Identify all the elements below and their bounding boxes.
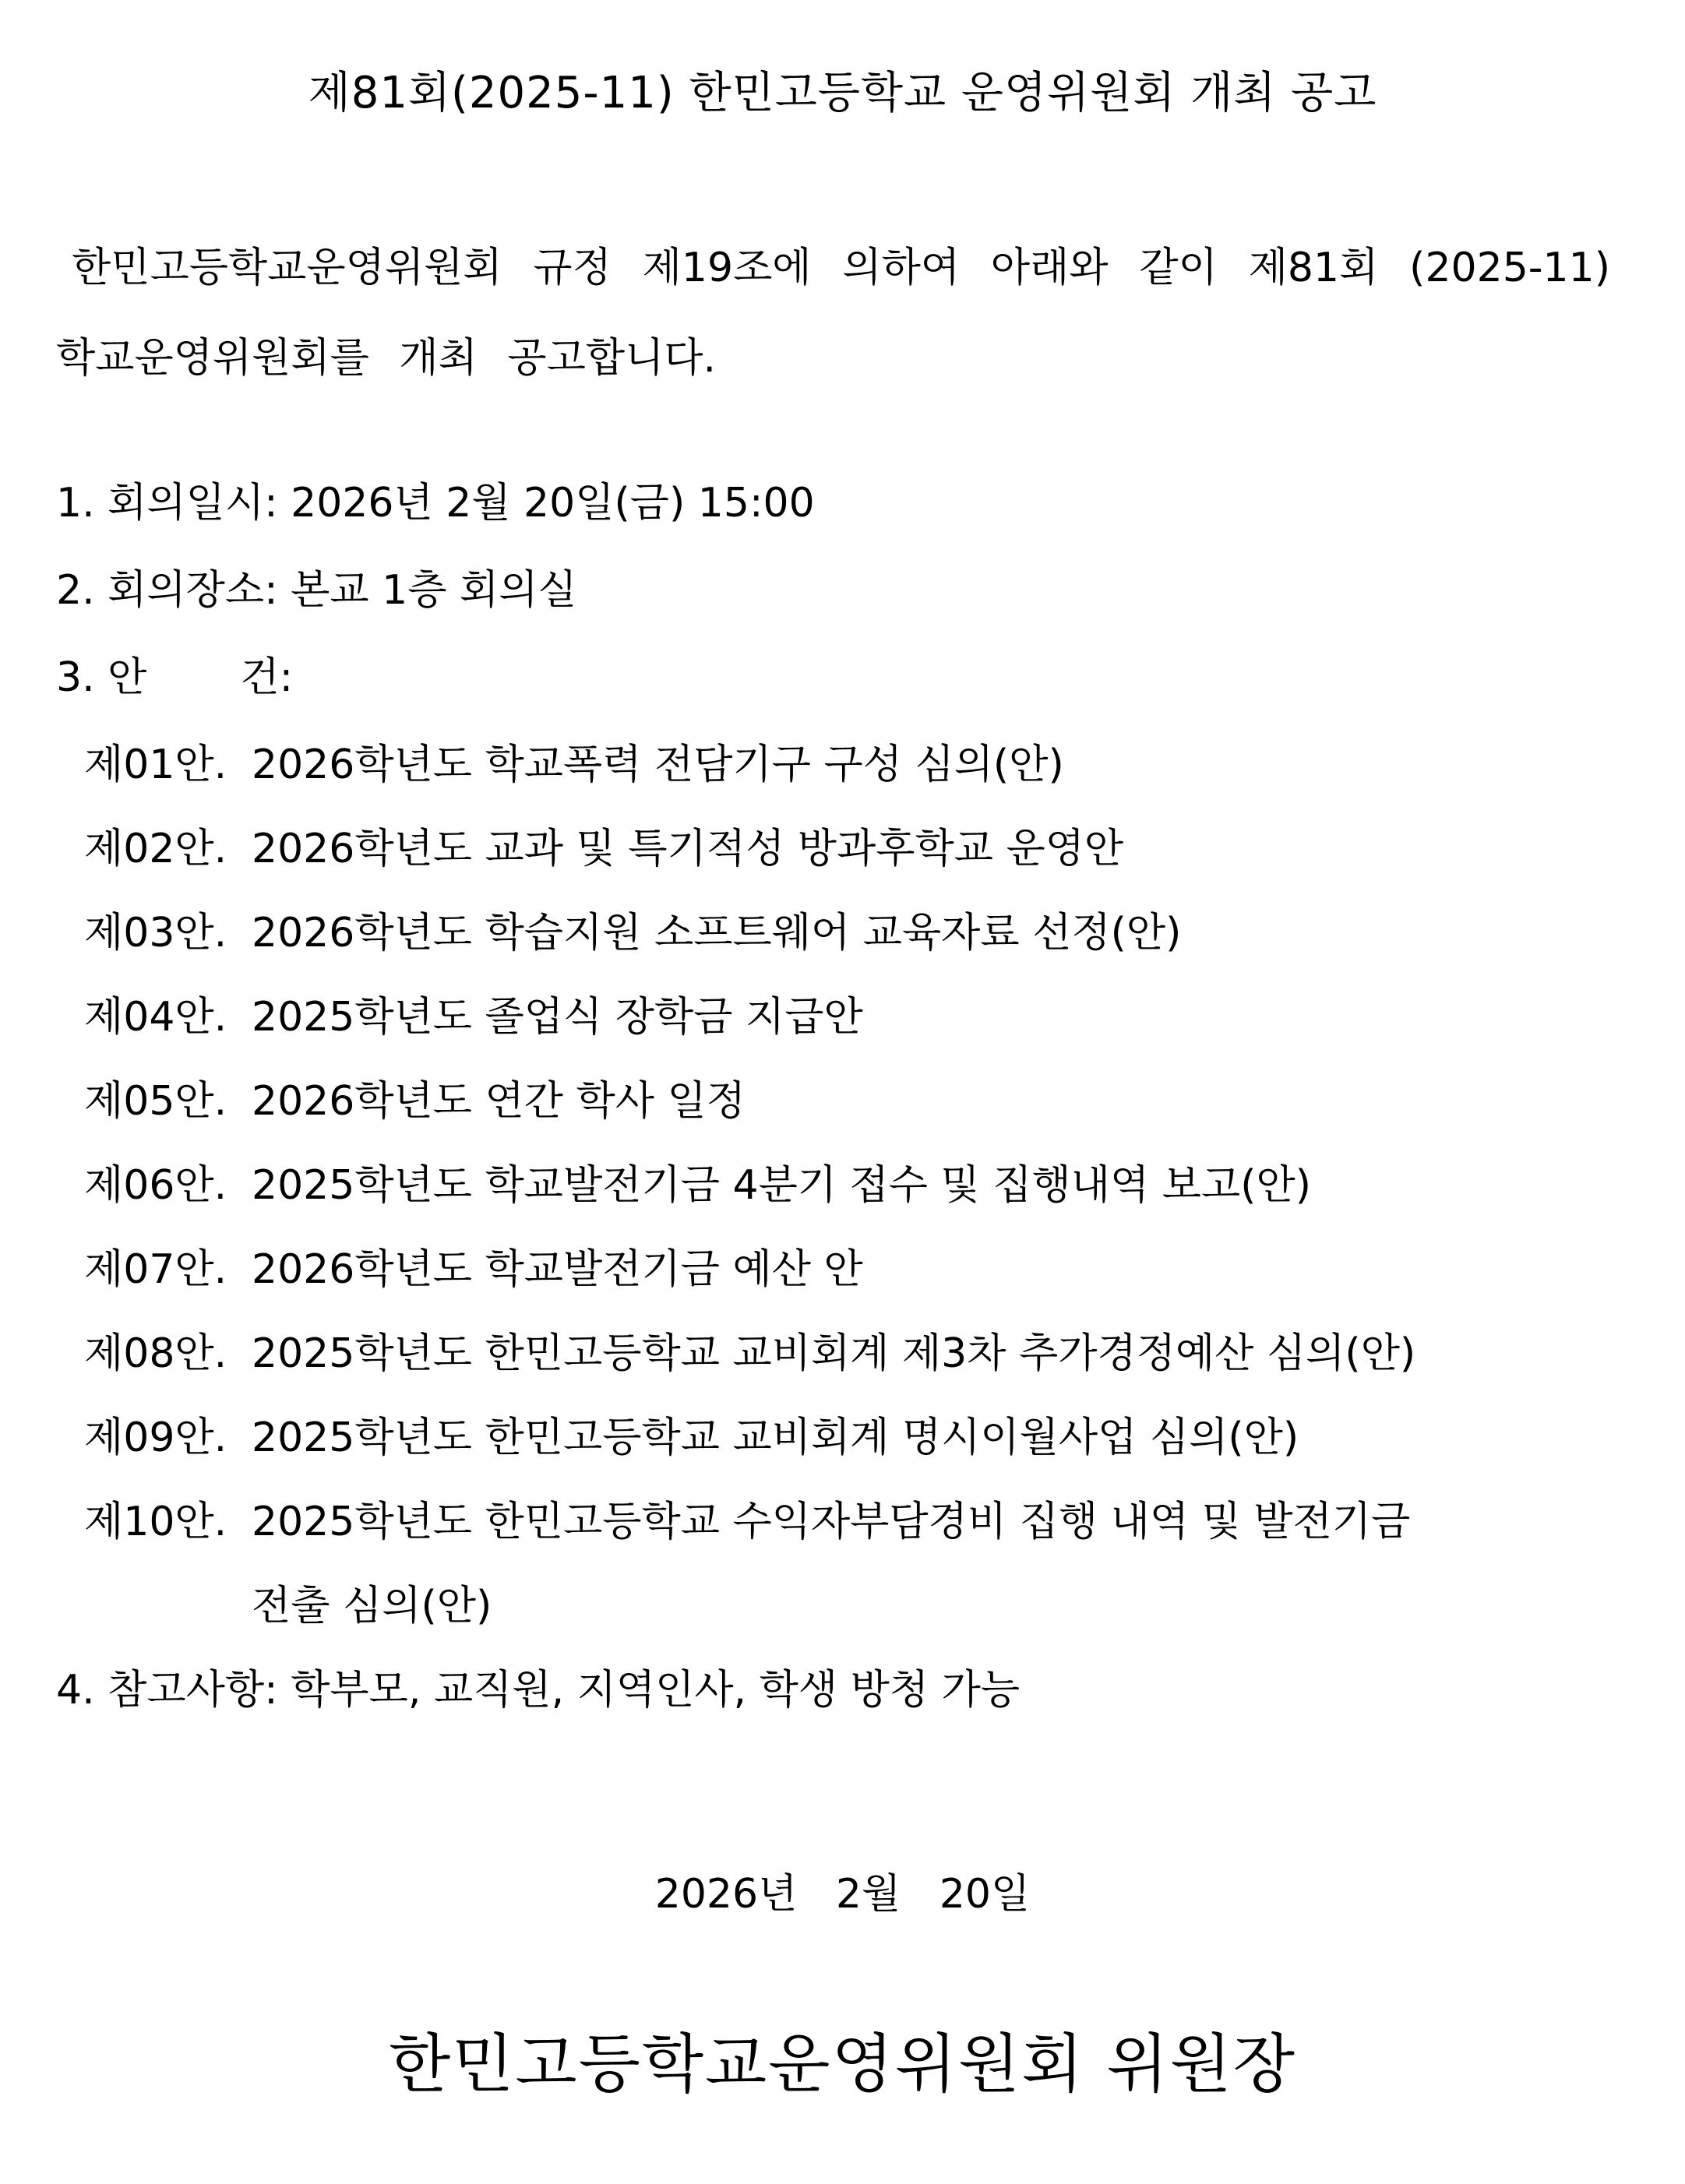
notice-date: 2026년 2월 20일 <box>654 1871 1031 1918</box>
agenda-label-prefix: 3. 안 <box>56 654 147 701</box>
agenda-number: 제04안. <box>84 994 227 1041</box>
agenda-item <box>84 1324 1415 1383</box>
intro-paragraph: 한민고등학교운영위원회 규정 제19조에 의하여 아래와 같이 제81회 (2025-11) 학교운영위원회를 개최 공고합니다. <box>56 245 1610 382</box>
document-title: 제81회(2025-11) 한민고등학교 운영위원회 개최 공고 <box>308 68 1377 118</box>
agenda-item <box>84 904 1181 963</box>
agenda-item <box>84 1072 746 1131</box>
agenda-number: 제01안. <box>84 742 227 788</box>
agenda-number: 제08안. <box>84 1330 227 1377</box>
item-meeting-place: 2. 회의장소: 본교 1층 회의실 <box>56 567 577 614</box>
agenda-text: 2026학년도 학교발전기금 예산 안 <box>252 1246 863 1293</box>
agenda-text: 2025학년도 한민고등학교 교비회계 명시이월사업 심의(안) <box>252 1414 1299 1461</box>
agenda-text: 2026학년도 교과 및 특기적성 방과후학교 운영안 <box>252 826 1124 872</box>
agenda-text: 2025학년도 한민고등학교 수익자부담경비 집행 내역 및 발전기금 <box>252 1499 1411 1545</box>
agenda-text: 2026학년도 학교폭력 전담기구 구성 심의(안) <box>252 742 1064 788</box>
agenda-number: 제06안. <box>84 1162 227 1209</box>
agenda-text: 2025학년도 졸업식 장학금 지급안 <box>252 994 863 1041</box>
agenda-item <box>84 1240 863 1299</box>
agenda-number: 제07안. <box>84 1246 227 1293</box>
agenda-number: 제03안. <box>84 910 227 956</box>
agenda-text-continuation: 전출 심의(안) <box>252 1583 492 1629</box>
agenda-label-suffix: 건: <box>240 654 294 701</box>
agenda-item <box>84 735 1064 794</box>
item-reference: 4. 참고사항: 학부모, 교직원, 지역인사, 학생 방청 가능 <box>56 1667 1021 1714</box>
agenda-number: 제10안. <box>84 1499 227 1545</box>
item-agenda-label <box>56 648 293 707</box>
agenda-text: 2025학년도 학교발전기금 4분기 접수 및 집행내역 보고(안) <box>252 1162 1312 1209</box>
item-meeting-datetime: 1. 회의일시: 2026년 2월 20일(금) 15:00 <box>56 480 815 527</box>
agenda-item <box>84 819 1123 879</box>
signature-line: 한민고등학교운영위원회 위원장 <box>388 2027 1297 2101</box>
agenda-item <box>84 1492 1410 1552</box>
agenda-text: 2026학년도 학습지원 소프트웨어 교육자료 선정(안) <box>252 910 1182 956</box>
agenda-item <box>84 988 863 1047</box>
agenda-item <box>84 1408 1299 1467</box>
agenda-item <box>84 1156 1311 1215</box>
agenda-number: 제02안. <box>84 826 227 872</box>
agenda-number: 제09안. <box>84 1414 227 1461</box>
agenda-number: 제05안. <box>84 1078 227 1125</box>
agenda-text: 2025학년도 한민고등학교 교비회계 제3차 추가경정예산 심의(안) <box>252 1330 1416 1377</box>
agenda-text: 2026학년도 연간 학사 일정 <box>252 1078 746 1125</box>
